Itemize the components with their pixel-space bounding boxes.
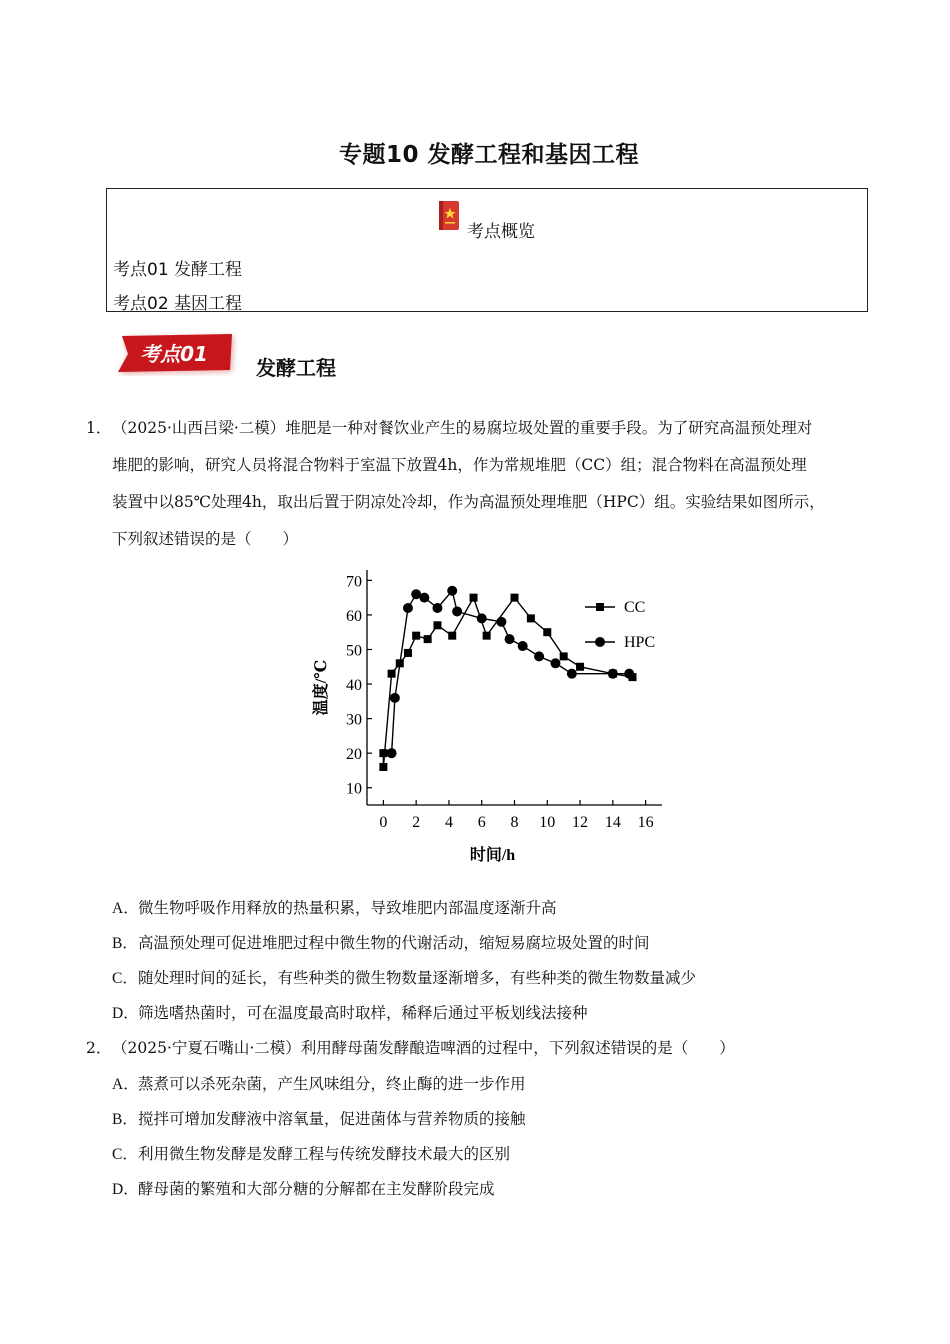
series-line-hpc <box>392 591 630 754</box>
option-key: C． <box>112 970 138 987</box>
data-point-hpc <box>534 651 544 661</box>
x-tick-label: 8 <box>510 814 519 831</box>
data-point-cc <box>576 663 584 671</box>
legend-label-cc: CC <box>624 599 646 616</box>
option-c[interactable] <box>112 966 696 988</box>
option-key: C． <box>112 1146 138 1163</box>
data-point-hpc <box>390 693 400 703</box>
data-point-hpc <box>477 613 487 623</box>
option-key: B． <box>112 1111 138 1128</box>
book-icon <box>438 201 460 231</box>
option-text: 筛选嗜热菌时，可在温度最高时取样，稀释后通过平板划线法接种 <box>138 1004 588 1022</box>
page-title: 专题10 发酵工程和基因工程 <box>338 142 639 168</box>
option-text: 随处理时间的延长，有些种类的微生物数量逐渐增多，有些种类的微生物数量减少 <box>138 969 697 987</box>
y-tick-label: 10 <box>346 780 362 798</box>
data-point-cc <box>483 632 491 640</box>
option-key: A． <box>112 1076 139 1093</box>
x-tick-label: 0 <box>379 814 388 831</box>
data-point-cc <box>433 621 441 629</box>
option-key: A． <box>112 900 139 917</box>
data-point-cc <box>448 632 456 640</box>
data-point-hpc <box>505 634 515 644</box>
data-point-cc <box>470 594 478 602</box>
data-point-hpc <box>447 586 457 596</box>
option-text: 高温预处理可促进堆肥过程中微生物的代谢活动，缩短易腐垃圾处置的时间 <box>138 934 650 952</box>
x-tick-label: 16 <box>637 814 654 831</box>
temperature-chart <box>300 560 680 870</box>
overview-box <box>106 188 868 312</box>
y-axis-label: 温度/℃ <box>313 659 330 716</box>
x-tick-label: 12 <box>572 814 589 831</box>
data-point-hpc <box>432 603 442 613</box>
x-tick-label: 4 <box>444 814 453 831</box>
data-point-cc <box>388 670 396 678</box>
option-text: 搅拌可增加发酵液中溶氧量，促进菌体与营养物质的接触 <box>138 1110 526 1128</box>
option-b[interactable] <box>112 931 650 953</box>
x-tick-label: 6 <box>477 814 486 831</box>
x-tick-label: 2 <box>412 814 421 831</box>
data-point-hpc <box>518 641 528 651</box>
option-d[interactable] <box>112 1001 588 1023</box>
overview-heading-label: 考点概览 <box>467 222 535 242</box>
option-d[interactable] <box>112 1177 495 1199</box>
option-key: D． <box>112 1181 139 1198</box>
question-text-line: （2025·山西吕梁·二模）堆肥是一种对餐饮业产生的易腐垃圾处置的重要手段。为了研究高温预处理对 <box>112 419 813 437</box>
data-point-hpc <box>567 669 577 679</box>
option-text: 蒸煮可以杀死杂菌，产生风味组分，终止酶的进一步作用 <box>138 1075 526 1093</box>
legend-label-hpc: HPC <box>624 634 656 651</box>
option-a[interactable] <box>112 896 557 918</box>
overview-item-2: 考点02 基因工程 <box>113 294 243 314</box>
y-tick-label: 20 <box>346 746 362 764</box>
question-number: 2． <box>86 1039 112 1057</box>
series-line-cc <box>383 598 632 767</box>
option-b[interactable] <box>112 1107 526 1129</box>
data-point-hpc <box>387 748 397 758</box>
legend-marker-cc <box>596 603 604 611</box>
overview-item-1: 考点01 发酵工程 <box>113 260 243 280</box>
y-tick-label: 50 <box>346 642 362 660</box>
data-point-hpc <box>608 669 618 679</box>
question-text-line: （2025·宁夏石嘴山·二模）利用酵母菌发酵酿造啤酒的过程中，下列叙述错误的是（ ） <box>112 1039 735 1057</box>
section-badge-text: 考点01 <box>140 342 208 366</box>
option-text: 利用微生物发酵是发酵工程与传统发酵技术最大的区别 <box>138 1145 511 1163</box>
question-text-line: 装置中以85℃处理4h，取出后置于阴凉处冷却，作为高温预处理堆肥（HPC）组。实验结果如图所示， <box>112 493 825 511</box>
section-title: 发酵工程 <box>256 356 336 380</box>
y-tick-label: 30 <box>346 711 362 729</box>
data-point-hpc <box>550 658 560 668</box>
overview-heading <box>107 201 867 242</box>
x-tick-label: 10 <box>539 814 556 831</box>
data-point-cc <box>424 635 432 643</box>
x-axis-label: 时间/h <box>469 847 516 864</box>
question-text-line: 堆肥的影响，研究人员将混合物料于室温下放置4h，作为常规堆肥（CC）组；混合物料在高温预处理 <box>112 456 807 474</box>
data-point-cc <box>379 763 387 771</box>
option-key: B． <box>112 935 138 952</box>
question-number: 1． <box>86 419 112 437</box>
data-point-hpc <box>403 603 413 613</box>
data-point-cc <box>527 614 535 622</box>
question-text-line: 下列叙述错误的是（ ） <box>112 530 299 548</box>
data-point-hpc <box>496 617 506 627</box>
y-tick-label: 70 <box>346 573 362 591</box>
legend-marker-hpc <box>595 637 605 647</box>
option-a[interactable] <box>112 1072 526 1094</box>
y-tick-label: 40 <box>346 677 362 695</box>
data-point-cc <box>511 594 519 602</box>
option-c[interactable] <box>112 1142 510 1164</box>
data-point-hpc <box>624 669 634 679</box>
option-key: D． <box>112 1005 139 1022</box>
data-point-hpc <box>452 606 462 616</box>
data-point-hpc <box>419 593 429 603</box>
data-point-cc <box>412 632 420 640</box>
data-point-cc <box>543 628 551 636</box>
data-point-cc <box>404 649 412 657</box>
option-text: 酵母菌的繁殖和大部分糖的分解都在主发酵阶段完成 <box>138 1180 495 1198</box>
section-badge <box>116 330 238 376</box>
data-point-cc <box>560 652 568 660</box>
option-text: 微生物呼吸作用释放的热量积累，导致堆肥内部温度逐渐升高 <box>138 899 557 917</box>
x-tick-label: 14 <box>604 814 621 831</box>
y-tick-label: 60 <box>346 607 362 625</box>
data-point-cc <box>379 749 387 757</box>
